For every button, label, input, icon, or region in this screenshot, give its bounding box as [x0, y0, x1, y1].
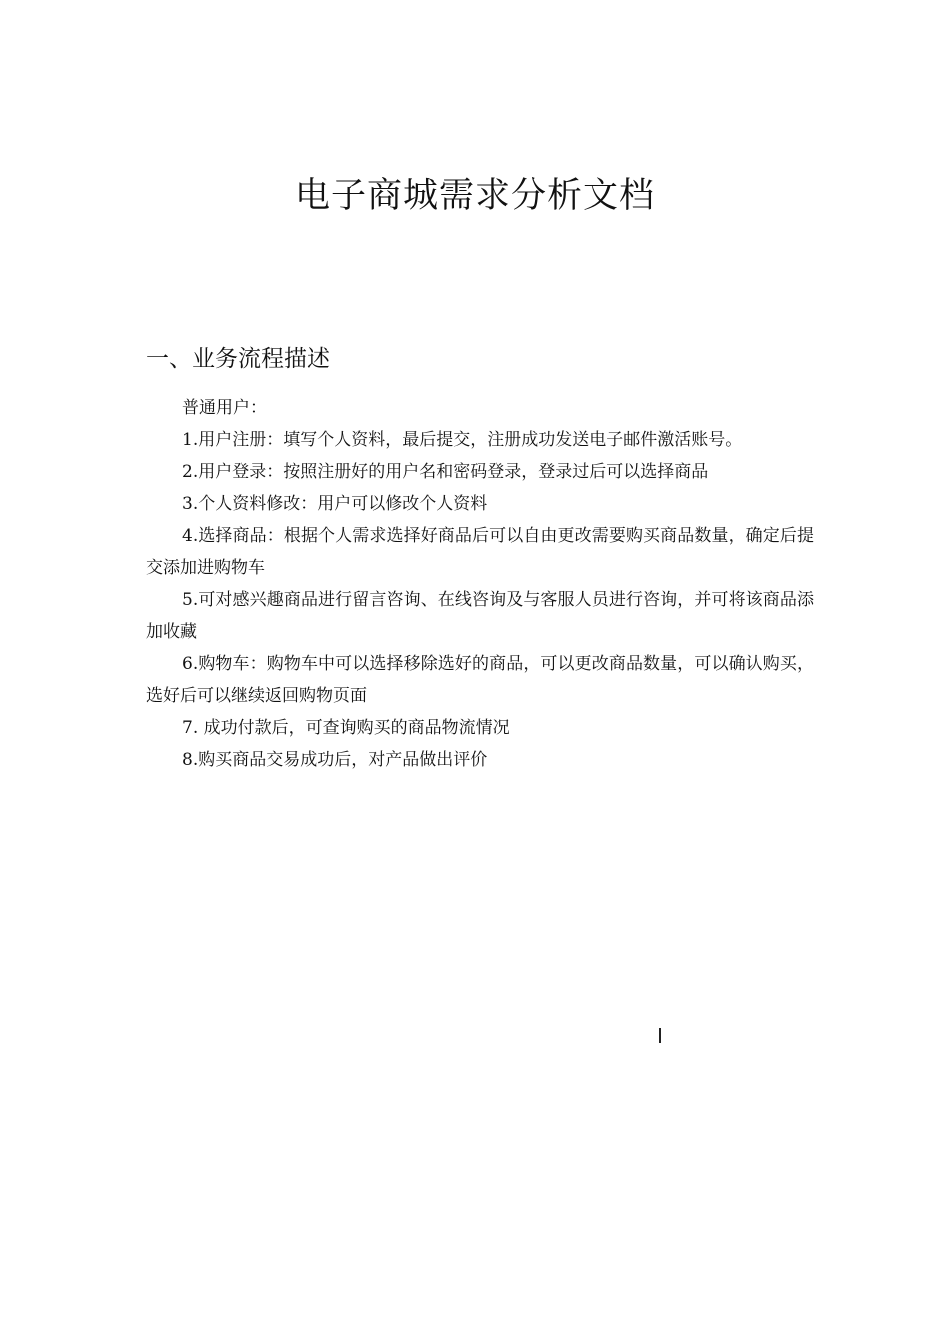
- text-cursor-mark: [659, 1028, 661, 1043]
- list-item: 6.购物车：购物车中可以选择移除选好的商品，可以更改商品数量，可以确认购买，选好后可以继续返回购物页面: [146, 654, 814, 706]
- list-item: 8.购买商品交易成功后，对产品做出评价: [182, 750, 488, 770]
- intro-paragraph: 普通用户：: [182, 398, 267, 418]
- list-item: 2.用户登录：按照注册好的用户名和密码登录，登录过后可以选择商品: [182, 462, 709, 482]
- section-body: [146, 392, 814, 776]
- list-item: 1.用户注册：填写个人资料，最后提交，注册成功发送电子邮件激活账号。: [182, 430, 743, 450]
- list-item: 4.选择商品：根据个人需求选择好商品后可以自由更改需要购买商品数量，确定后提交添加进购物车: [146, 526, 814, 578]
- list-item: 7. 成功付款后，可查询购买的商品物流情况: [182, 718, 510, 738]
- document-title: 电子商城需求分析文档: [294, 176, 655, 216]
- list-item: 5.可对感兴趣商品进行留言咨询、在线咨询及与客服人员进行咨询，并可将该商品添加收藏: [146, 590, 814, 642]
- section-heading: 一、业务流程描述: [146, 346, 330, 372]
- list-item: 3.个人资料修改：用户可以修改个人资料: [182, 494, 488, 514]
